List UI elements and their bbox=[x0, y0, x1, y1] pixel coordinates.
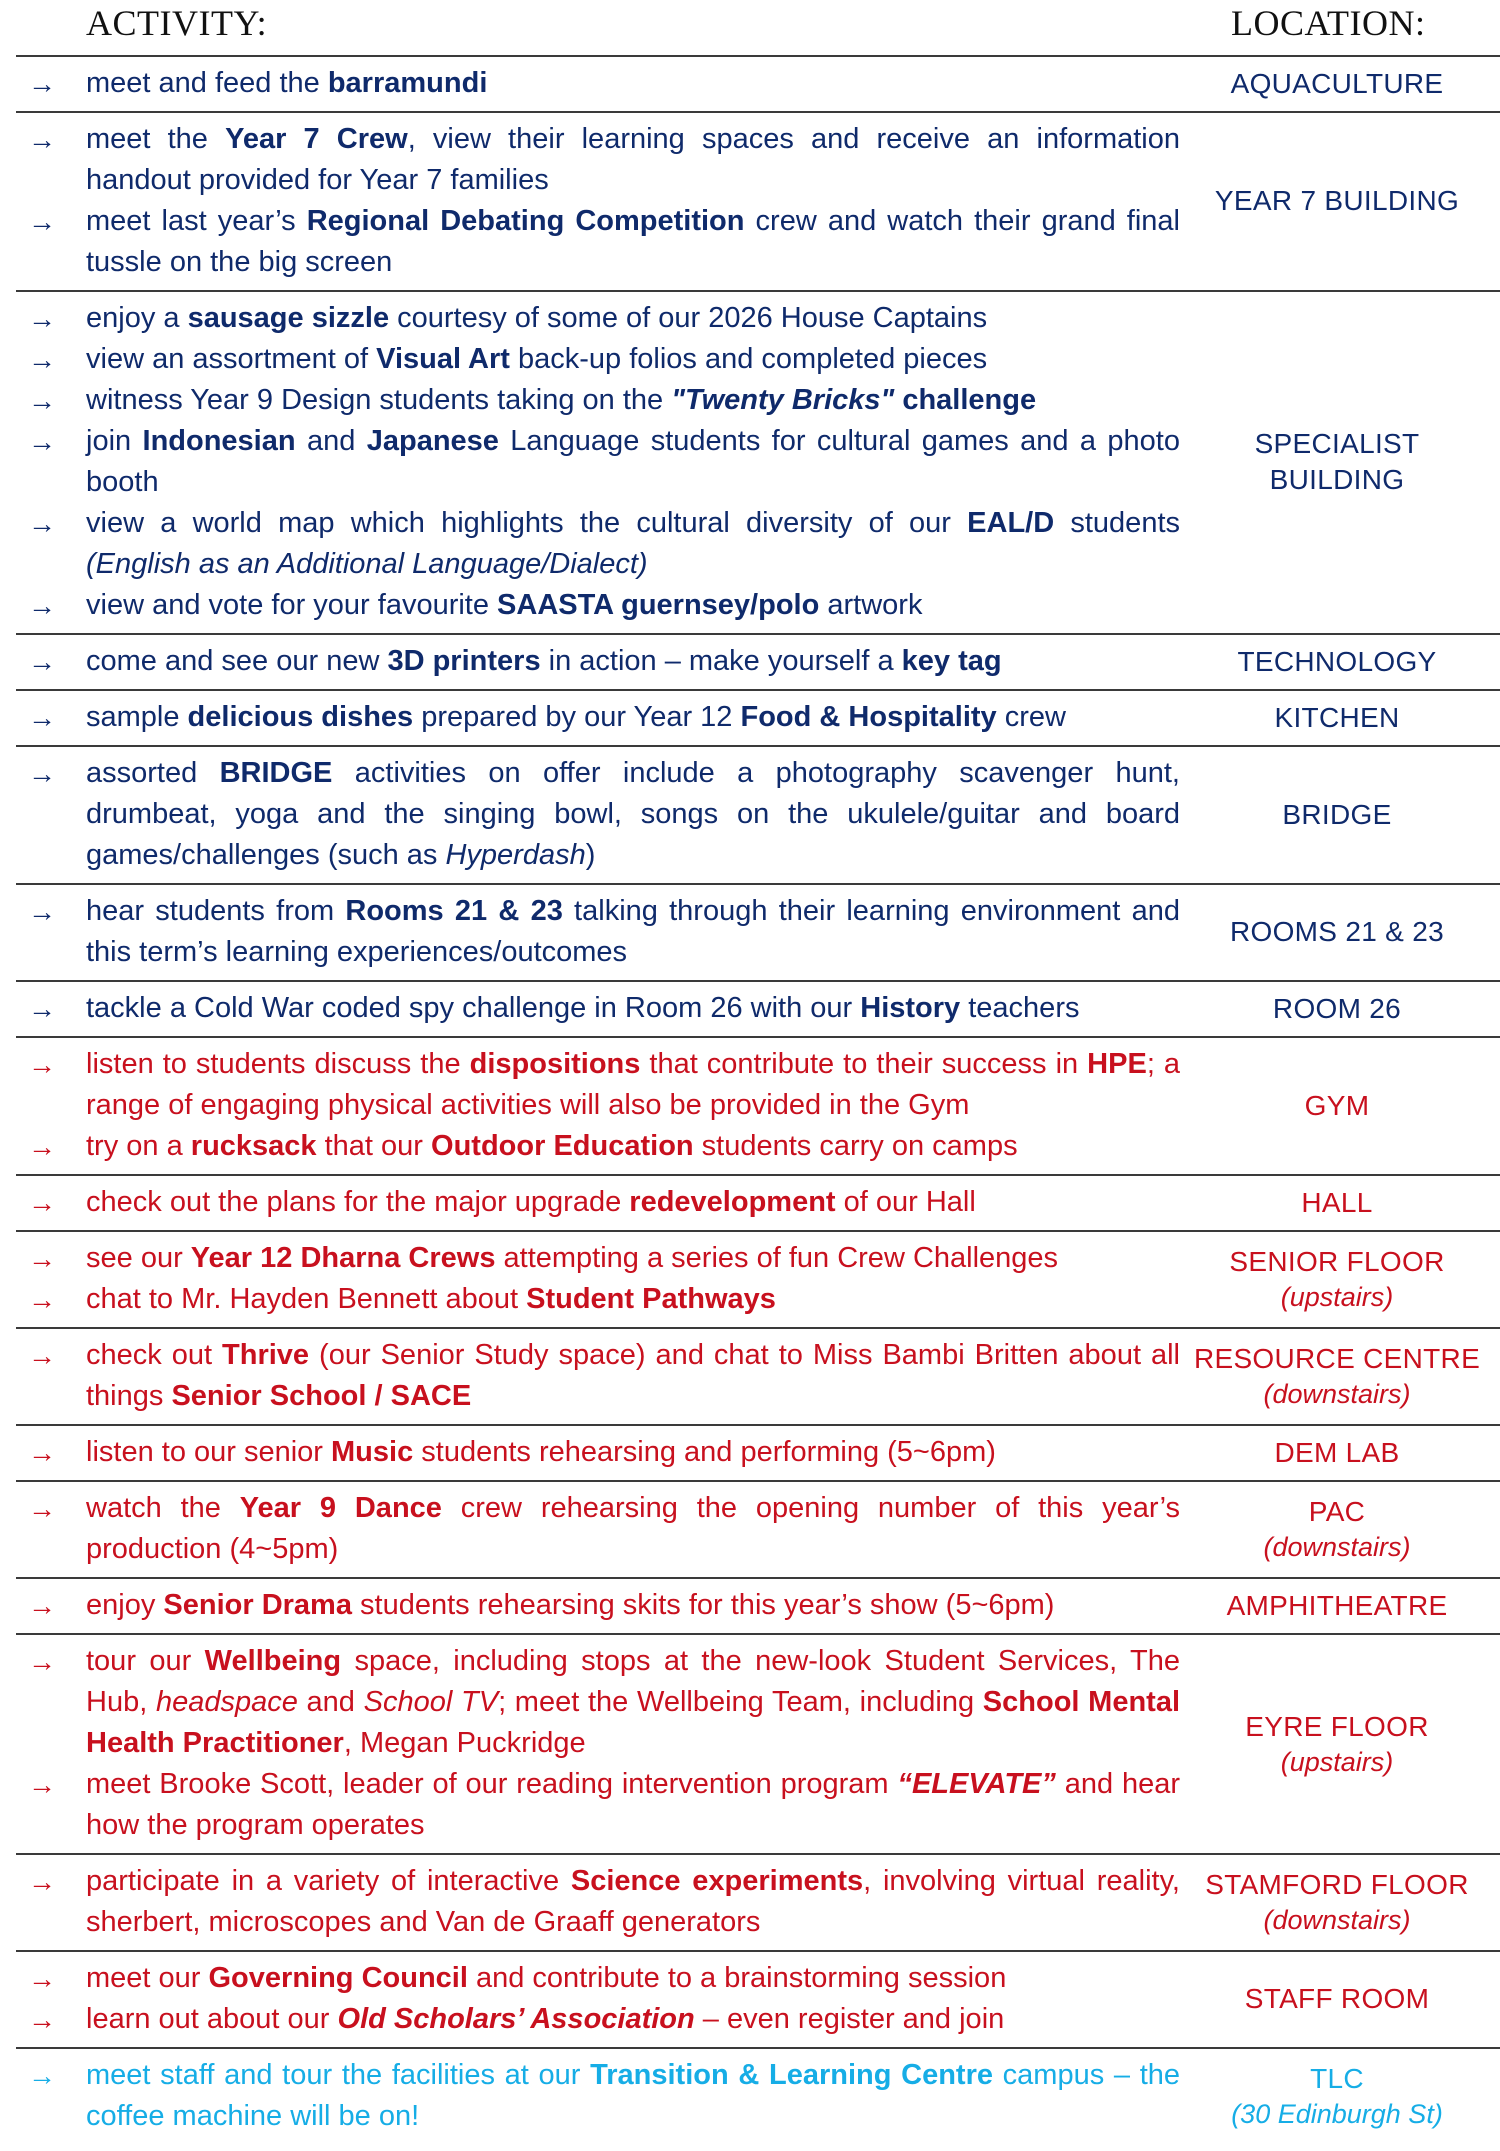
emphasis-text: Senior Drama bbox=[163, 1589, 352, 1621]
table-row bbox=[16, 633, 1500, 689]
activity-text bbox=[86, 988, 1180, 1029]
activity-item bbox=[16, 988, 1180, 1029]
activity-text bbox=[86, 201, 1180, 283]
arrow-right-icon: → bbox=[28, 2060, 56, 2091]
text-segment: meet staff and tour the facilities at our bbox=[86, 2059, 591, 2091]
table-row bbox=[16, 290, 1500, 633]
arrow-right-icon: → bbox=[28, 1187, 56, 1218]
location-cell bbox=[1180, 1044, 1500, 1167]
text-segment: and hear how the program operates bbox=[86, 1768, 1180, 1841]
activity-item bbox=[16, 1764, 1180, 1846]
emphasis-text: barramundi bbox=[327, 67, 488, 99]
table-row bbox=[16, 2047, 1500, 2144]
location-cell bbox=[1180, 641, 1500, 682]
activity-text bbox=[86, 339, 1180, 380]
emphasis-text: BRIDGE bbox=[219, 757, 333, 789]
emphasis-text: School Mental Health Practitioner bbox=[86, 1686, 1181, 1759]
text-segment: listen to our senior bbox=[86, 1436, 332, 1468]
activity-cell bbox=[16, 1488, 1180, 1570]
text-segment: meet and feed the bbox=[86, 67, 328, 99]
text-segment: that our bbox=[316, 1130, 432, 1162]
location-cell bbox=[1180, 298, 1500, 626]
activity-cell bbox=[16, 1335, 1180, 1417]
emphasis-text: Student Pathways bbox=[526, 1283, 776, 1315]
text-segment: sample bbox=[86, 701, 188, 733]
location-subtitle: (downstairs) bbox=[1263, 1379, 1411, 1409]
activity-item bbox=[16, 697, 1180, 738]
text-segment: crew bbox=[996, 701, 1066, 733]
location-name: SPECIALIST BUILDING bbox=[1254, 428, 1420, 495]
emphasis-text: Regional Debating Competition bbox=[306, 205, 745, 237]
activity-item bbox=[16, 298, 1180, 339]
table-row bbox=[16, 1853, 1500, 1950]
text-segment: witness Year 9 Design students taking on the bbox=[86, 384, 672, 416]
text-segment: of our Hall bbox=[835, 1186, 976, 1218]
location-cell bbox=[1180, 1958, 1500, 2040]
location-column-heading: LOCATION: bbox=[1231, 3, 1426, 43]
activity-text bbox=[86, 2055, 1180, 2137]
activity-cell bbox=[16, 1861, 1180, 1943]
location-subtitle: (downstairs) bbox=[1263, 1905, 1411, 1935]
activity-text bbox=[86, 641, 1180, 682]
activity-item bbox=[16, 753, 1180, 876]
location-name: ROOM 26 bbox=[1272, 992, 1402, 1024]
activity-text bbox=[86, 753, 1180, 876]
location-name: STAMFORD FLOOR bbox=[1205, 1869, 1469, 1900]
activity-item bbox=[16, 339, 1180, 380]
text-segment: attempting a series of fun Crew Challenges bbox=[495, 1242, 1059, 1274]
arrow-right-icon: → bbox=[28, 68, 56, 99]
location-name: YEAR 7 BUILDING bbox=[1214, 185, 1460, 216]
arrow-right-icon: → bbox=[28, 1963, 56, 1994]
activity-text bbox=[86, 1861, 1180, 1943]
arrow-right-icon: → bbox=[28, 702, 56, 733]
emphasis-text: Visual Art bbox=[376, 343, 510, 375]
activity-text bbox=[86, 119, 1180, 201]
emphasis-text: key tag bbox=[901, 645, 1002, 677]
table-row bbox=[16, 1480, 1500, 1577]
text-segment: meet Brooke Scott, leader of our reading intervention program bbox=[86, 1768, 898, 1800]
location-subtitle: (30 Edinburgh St) bbox=[1231, 2099, 1443, 2129]
activity-text bbox=[86, 1641, 1180, 1764]
location-name: HALL bbox=[1301, 1186, 1373, 1218]
table-row bbox=[16, 1036, 1500, 1174]
table-row bbox=[16, 745, 1500, 883]
activity-item bbox=[16, 2055, 1180, 2137]
text-segment: ; a range of engaging physical activities will also be provided in the Gym bbox=[86, 1048, 1181, 1121]
activity-cell bbox=[16, 1238, 1180, 1320]
arrow-right-icon: → bbox=[28, 590, 56, 621]
table-row bbox=[16, 1633, 1500, 1853]
activity-text bbox=[86, 1238, 1180, 1279]
activity-text bbox=[86, 63, 1180, 104]
text-segment: , Megan Puckridge bbox=[343, 1727, 586, 1759]
activity-cell bbox=[16, 298, 1180, 626]
emphasis-text: Governing Council bbox=[208, 1962, 468, 1994]
text-segment: view a world map which highlights the cultural diversity of our bbox=[86, 507, 968, 539]
text-segment: view an assortment of bbox=[86, 343, 377, 375]
text-segment: that contribute to their success in bbox=[640, 1048, 1088, 1080]
text-segment: enjoy bbox=[86, 1589, 164, 1621]
table-row bbox=[16, 55, 1500, 111]
activity-item bbox=[16, 421, 1180, 503]
text-segment: meet last year’s bbox=[86, 205, 307, 237]
emphasis-text: challenge bbox=[894, 384, 1037, 416]
text-segment: artwork bbox=[819, 589, 923, 621]
text-segment: check out the plans for the major upgrade bbox=[86, 1186, 630, 1218]
location-cell bbox=[1180, 891, 1500, 973]
activity-item bbox=[16, 1182, 1180, 1223]
text-segment: in action – make yourself a bbox=[540, 645, 902, 677]
emphasis-text: History bbox=[860, 992, 961, 1024]
text-segment: space, including stops at the new-look Student Services, The Hub, bbox=[86, 1645, 1180, 1718]
table-row bbox=[16, 1327, 1500, 1424]
location-cell bbox=[1180, 1335, 1500, 1417]
text-segment: tour our bbox=[86, 1645, 205, 1677]
arrow-right-icon: → bbox=[28, 1284, 56, 1315]
activity-cell bbox=[16, 753, 1180, 876]
emphasis-text: "Twenty Bricks" bbox=[671, 384, 895, 416]
emphasis-text: Rooms 21 & 23 bbox=[345, 895, 563, 927]
text-segment: talking through their learning environment and this term’s learning experiences/outcomes bbox=[86, 895, 1180, 968]
emphasis-text: Old Scholars’ Association bbox=[337, 2003, 695, 2035]
arrow-right-icon: → bbox=[28, 385, 56, 416]
activity-text bbox=[86, 421, 1180, 503]
activity-column-heading: ACTIVITY: bbox=[86, 3, 268, 43]
text-segment: prepared by our Year 12 bbox=[413, 701, 741, 733]
location-name: BRIDGE bbox=[1282, 798, 1392, 830]
emphasis-text: Food & Hospitality bbox=[740, 701, 997, 733]
arrow-right-icon: → bbox=[28, 758, 56, 789]
emphasis-text: dispositions bbox=[469, 1048, 641, 1080]
arrow-right-icon: → bbox=[28, 1437, 56, 1468]
location-cell bbox=[1180, 1432, 1500, 1473]
table-header bbox=[16, 0, 1500, 55]
activity-cell bbox=[16, 1044, 1180, 1167]
text-segment: campus – the coffee machine will be on! bbox=[86, 2059, 1181, 2132]
activity-text bbox=[86, 1182, 1180, 1223]
arrow-right-icon: → bbox=[28, 1646, 56, 1677]
arrow-right-icon: → bbox=[28, 1340, 56, 1371]
arrow-right-icon: → bbox=[28, 206, 56, 237]
text-segment: come and see our new bbox=[86, 645, 388, 677]
activity-text bbox=[86, 1044, 1180, 1126]
arrow-right-icon: → bbox=[28, 1769, 56, 1800]
text-segment: back-up folios and completed pieces bbox=[509, 343, 988, 375]
activity-cell bbox=[16, 1432, 1180, 1473]
activity-cell bbox=[16, 697, 1180, 738]
activity-cell bbox=[16, 1641, 1180, 1846]
table-row bbox=[16, 883, 1500, 980]
text-segment: participate in a variety of interactive bbox=[86, 1865, 571, 1897]
text-segment: courtesy of some of our 2026 House Captains bbox=[389, 302, 988, 334]
emphasis-text: Year 12 Dharna Crews bbox=[190, 1242, 496, 1274]
activity-cell bbox=[16, 988, 1180, 1029]
emphasis-text: Indonesian bbox=[142, 425, 296, 457]
activity-item bbox=[16, 1585, 1180, 1626]
table-row bbox=[16, 1577, 1500, 1633]
table-row bbox=[16, 1174, 1500, 1230]
activity-cell bbox=[16, 63, 1180, 104]
location-name: SENIOR FLOOR bbox=[1229, 1246, 1445, 1277]
text-segment: teachers bbox=[960, 992, 1080, 1024]
activity-text bbox=[86, 380, 1180, 421]
text-segment: crew and watch their grand final tussle on the big screen bbox=[86, 205, 1180, 278]
location-cell bbox=[1180, 1861, 1500, 1943]
emphasis-text: School TV bbox=[363, 1686, 499, 1718]
activity-text bbox=[86, 1585, 1180, 1626]
emphasis-text: “ELEVATE” bbox=[897, 1768, 1056, 1800]
activity-item bbox=[16, 119, 1180, 201]
activity-item bbox=[16, 1044, 1180, 1126]
arrow-right-icon: → bbox=[28, 1866, 56, 1897]
text-segment: check out bbox=[86, 1339, 223, 1371]
text-segment: ) bbox=[585, 839, 596, 871]
activity-cell bbox=[16, 2055, 1180, 2137]
text-segment: and bbox=[297, 1686, 364, 1718]
arrow-right-icon: → bbox=[28, 993, 56, 1024]
location-name: TLC bbox=[1310, 2063, 1364, 2094]
text-segment: Language students for cultural games and a photo booth bbox=[86, 425, 1180, 498]
text-segment: students carry on camps bbox=[693, 1130, 1018, 1162]
table-body bbox=[16, 55, 1500, 2144]
table-row bbox=[16, 1424, 1500, 1480]
arrow-right-icon: → bbox=[28, 1131, 56, 1162]
location-cell bbox=[1180, 1641, 1500, 1846]
location-name: STAFF ROOM bbox=[1244, 1983, 1430, 2014]
activity-text bbox=[86, 1488, 1180, 1570]
activity-text bbox=[86, 1126, 1180, 1167]
location-subtitle: (upstairs) bbox=[1280, 1746, 1394, 1777]
emphasis-text: Year 7 Crew bbox=[225, 123, 408, 155]
activity-text bbox=[86, 1764, 1180, 1846]
text-segment: assorted bbox=[86, 757, 220, 789]
text-segment: crew rehearsing the opening number of this year’s production (4~5pm) bbox=[86, 1492, 1181, 1565]
location-cell bbox=[1180, 1488, 1500, 1570]
activity-location-table bbox=[16, 0, 1500, 2144]
table-row bbox=[16, 111, 1500, 290]
emphasis-text: Transition & Learning Centre bbox=[590, 2059, 993, 2091]
text-segment: join bbox=[86, 425, 143, 457]
arrow-right-icon: → bbox=[28, 344, 56, 375]
emphasis-text: HPE bbox=[1087, 1048, 1147, 1080]
emphasis-text: headspace bbox=[155, 1686, 298, 1718]
activity-text bbox=[86, 503, 1180, 585]
activity-item bbox=[16, 380, 1180, 421]
location-cell bbox=[1180, 119, 1500, 283]
text-segment: hear students from bbox=[86, 895, 346, 927]
arrow-right-icon: → bbox=[28, 1590, 56, 1621]
emphasis-text: Wellbeing bbox=[204, 1645, 342, 1677]
location-name: RESOURCE CENTRE bbox=[1193, 1343, 1481, 1374]
location-subtitle: (upstairs) bbox=[1280, 1282, 1394, 1312]
location-cell bbox=[1180, 1238, 1500, 1320]
activity-item bbox=[16, 1958, 1180, 1999]
emphasis-text: SAASTA guernsey/polo bbox=[497, 589, 820, 621]
activity-cell bbox=[16, 119, 1180, 283]
activity-item bbox=[16, 891, 1180, 973]
text-segment: see our bbox=[86, 1242, 191, 1274]
emphasis-text: Music bbox=[331, 1436, 414, 1468]
location-name: GYM bbox=[1304, 1089, 1370, 1121]
activity-text bbox=[86, 1279, 1180, 1320]
location-cell bbox=[1180, 753, 1500, 876]
text-segment: listen to students discuss the bbox=[86, 1048, 470, 1080]
text-segment: chat to Mr. Hayden Bennett about bbox=[86, 1283, 527, 1315]
arrow-right-icon: → bbox=[28, 646, 56, 677]
location-cell bbox=[1180, 63, 1500, 104]
activity-item bbox=[16, 1279, 1180, 1320]
text-segment: students bbox=[1054, 507, 1180, 539]
location-cell bbox=[1180, 697, 1500, 738]
emphasis-text: Japanese bbox=[366, 425, 499, 457]
location-cell bbox=[1180, 2055, 1500, 2137]
activity-item bbox=[16, 1641, 1180, 1764]
table-row bbox=[16, 1950, 1500, 2047]
text-segment: students rehearsing skits for this year’s show (5~6pm) bbox=[351, 1589, 1055, 1621]
location-name: AQUACULTURE bbox=[1230, 67, 1444, 99]
activity-cell bbox=[16, 891, 1180, 973]
activity-item bbox=[16, 641, 1180, 682]
emphasis-text: Science experiments bbox=[570, 1865, 864, 1897]
text-segment: watch the bbox=[86, 1492, 240, 1524]
emphasis-text: EAL/D bbox=[967, 507, 1055, 539]
activity-cell bbox=[16, 1958, 1180, 2040]
table-row bbox=[16, 689, 1500, 745]
activity-text bbox=[86, 298, 1180, 339]
arrow-right-icon: → bbox=[28, 1049, 56, 1080]
activity-cell bbox=[16, 1182, 1180, 1223]
location-name: EYRE FLOOR bbox=[1245, 1710, 1429, 1742]
emphasis-text: Hyperdash bbox=[445, 839, 586, 871]
location-name: AMPHITHEATRE bbox=[1226, 1589, 1448, 1621]
text-segment: enjoy a bbox=[86, 302, 188, 334]
activity-item bbox=[16, 1999, 1180, 2040]
text-segment: , view their learning spaces and receive an information handout provided for Year 7 families bbox=[86, 123, 1180, 196]
table-row bbox=[16, 1230, 1500, 1327]
arrow-right-icon: → bbox=[28, 2004, 56, 2035]
arrow-right-icon: → bbox=[28, 1243, 56, 1274]
text-segment: (our Senior Study space) and chat to Miss Bambi Britten about all things bbox=[86, 1339, 1180, 1412]
activity-item bbox=[16, 1432, 1180, 1473]
arrow-right-icon: → bbox=[28, 303, 56, 334]
activity-text bbox=[86, 1958, 1180, 1999]
activity-cell bbox=[16, 1585, 1180, 1626]
text-segment: meet the bbox=[86, 123, 226, 155]
table-row bbox=[16, 980, 1500, 1036]
text-segment: , involving virtual reality, sherbert, microscopes and Van de Graaff generators bbox=[86, 1865, 1180, 1938]
text-segment: ; meet the Wellbeing Team, including bbox=[498, 1686, 983, 1718]
text-segment: students rehearsing and performing (5~6pm) bbox=[413, 1436, 996, 1468]
activity-cell bbox=[16, 641, 1180, 682]
text-segment: learn out about our bbox=[86, 2003, 338, 2035]
activity-text bbox=[86, 891, 1180, 973]
text-segment: view and vote for your favourite bbox=[86, 589, 498, 621]
activity-item bbox=[16, 1238, 1180, 1279]
location-name: TECHNOLOGY bbox=[1237, 645, 1437, 677]
arrow-right-icon: → bbox=[28, 1493, 56, 1524]
emphasis-text: delicious dishes bbox=[187, 701, 414, 733]
activity-item bbox=[16, 1488, 1180, 1570]
activity-text bbox=[86, 585, 1180, 626]
emphasis-text: Thrive bbox=[222, 1339, 310, 1371]
emphasis-text: redevelopment bbox=[629, 1186, 836, 1218]
emphasis-text: sausage sizzle bbox=[187, 302, 390, 334]
arrow-right-icon: → bbox=[28, 508, 56, 539]
text-segment: try on a bbox=[86, 1130, 191, 1162]
activity-text bbox=[86, 1432, 1180, 1473]
activity-item bbox=[16, 1861, 1180, 1943]
arrow-right-icon: → bbox=[28, 896, 56, 927]
text-segment: meet our bbox=[86, 1962, 209, 1994]
activity-item bbox=[16, 201, 1180, 283]
emphasis-text: Outdoor Education bbox=[431, 1130, 694, 1162]
text-segment: and contribute to a brainstorming session bbox=[467, 1962, 1007, 1994]
location-subtitle: (downstairs) bbox=[1263, 1532, 1411, 1562]
arrow-right-icon: → bbox=[28, 124, 56, 155]
activity-item bbox=[16, 503, 1180, 585]
location-cell bbox=[1180, 1182, 1500, 1223]
location-cell bbox=[1180, 1585, 1500, 1626]
activity-text bbox=[86, 1999, 1180, 2040]
activity-item bbox=[16, 1126, 1180, 1167]
activity-text bbox=[86, 697, 1180, 738]
text-segment: – even register and join bbox=[694, 2003, 1005, 2035]
arrow-right-icon: → bbox=[28, 426, 56, 457]
location-name: ROOMS 21 & 23 bbox=[1230, 916, 1444, 947]
emphasis-text: (English as an Additional Language/Dialect) bbox=[86, 548, 648, 580]
activity-item bbox=[16, 585, 1180, 626]
emphasis-text: Year 9 Dance bbox=[239, 1492, 442, 1524]
location-name: DEM LAB bbox=[1274, 1436, 1400, 1468]
activity-item bbox=[16, 1335, 1180, 1417]
text-segment: tackle a Cold War coded spy challenge in Room 26 with our bbox=[86, 992, 861, 1024]
emphasis-text: rucksack bbox=[190, 1130, 317, 1162]
activity-text bbox=[86, 1335, 1180, 1417]
location-name: KITCHEN bbox=[1274, 701, 1400, 733]
text-segment: activities on offer include a photography scavenger hunt, drumbeat, yoga and the singing bowl, songs on the ukulele/guitar and board games/challenges (such as bbox=[86, 757, 1180, 871]
location-name: PAC bbox=[1308, 1496, 1366, 1527]
emphasis-text: 3D printers bbox=[387, 645, 541, 677]
emphasis-text: Senior School / SACE bbox=[171, 1380, 472, 1412]
activity-item bbox=[16, 63, 1180, 104]
location-cell bbox=[1180, 988, 1500, 1029]
text-segment: and bbox=[295, 425, 367, 457]
